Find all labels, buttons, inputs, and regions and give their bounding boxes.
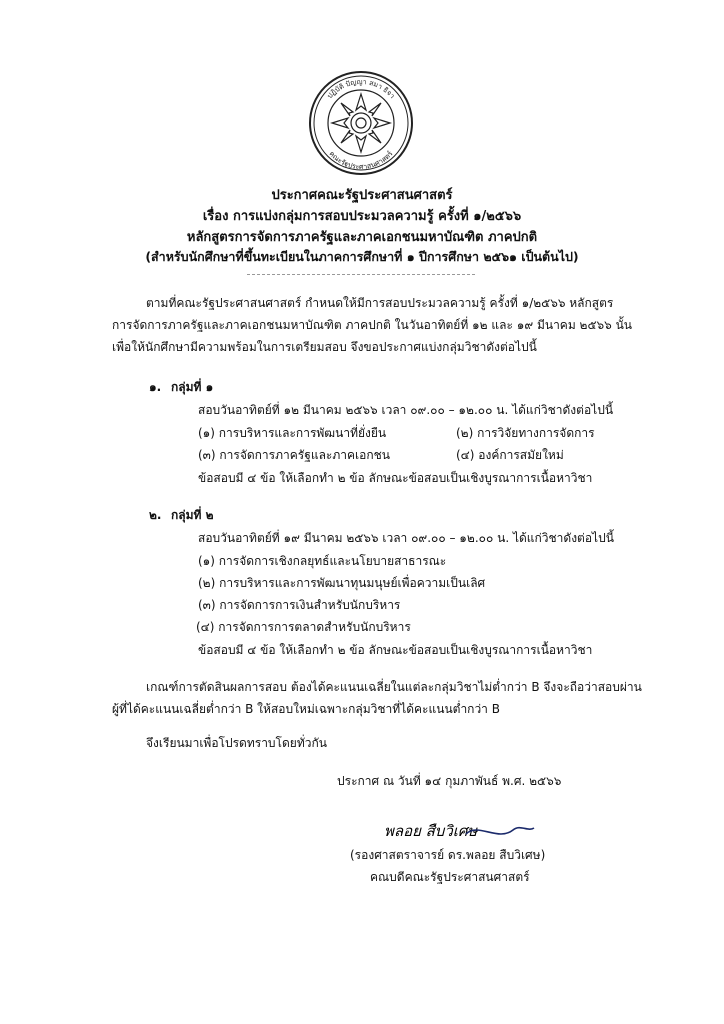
group-1-subject-4: (๔) องค์การสมัยใหม่ bbox=[456, 448, 564, 462]
group-1-subject-2: (๒) การวิจัยทางการจัดการ bbox=[456, 426, 595, 440]
signature-script: พลอย สืบวิเศษ bbox=[384, 822, 478, 840]
seal-org-text: คณะรัฐประศาสนศาสตร์ bbox=[327, 149, 395, 172]
announcement-date: ประกาศ ณ วันที่ ๑๔ กุมภาพันธ์ พ.ศ. ๒๕๖๖ bbox=[337, 774, 562, 788]
group-1-exam-note: ข้อสอบมี ๔ ข้อ ให้เลือกทำ ๒ ข้อ ลักษณะข้อสอบเป็นเชิงบูรณาการเนื้อหาวิชา bbox=[198, 471, 593, 485]
announcement-title: ประกาศคณะรัฐประศาสนศาสตร์ bbox=[271, 188, 453, 203]
intro-line-1: ตามที่คณะรัฐประศาสนศาสตร์ กำหนดให้มีการสอบประมวลความรู้ ครั้งที่ ๑/๒๕๖๖ หลักสูตร bbox=[146, 296, 614, 310]
closing-text: จึงเรียนมาเพื่อโปรดทราบโดยทั่วกัน bbox=[146, 736, 327, 750]
group-1-subject-1: (๑) การบริหารและการพัฒนาที่ยั่งยืน bbox=[198, 426, 387, 440]
group-2-number: ๒. bbox=[149, 508, 162, 522]
group-1-title: กลุ่มที่ ๑ bbox=[171, 380, 214, 394]
group-2-subject-2: (๒) การบริหารและการพัฒนาทุนมนุษย์เพื่อความเป็นเลิศ bbox=[198, 576, 486, 590]
handwritten-signature bbox=[378, 812, 538, 850]
group-1-subject-3: (๓) การจัดการภาครัฐและภาคเอกชน bbox=[198, 448, 390, 462]
group-1-number: ๑. bbox=[149, 380, 162, 394]
group-1-schedule: สอบวันอาทิตย์ที่ ๑๒ มีนาคม ๒๕๖๖ เวลา ๐๙.๐๐ – ๑๒.๐๐ น. ได้แก่วิชาดังต่อไปนี้ bbox=[198, 403, 614, 417]
program-name: หลักสูตรการจัดการภาครัฐและภาคเอกชนมหาบัณฑิต ภาคปกติ bbox=[186, 230, 538, 245]
group-2-schedule: สอบวันอาทิตย์ที่ ๑๙ มีนาคม ๒๕๖๖ เวลา ๐๙.๐๐ – ๑๒.๐๐ น. ได้แก่วิชาดังต่อไปนี้ bbox=[198, 531, 614, 545]
group-2-title: กลุ่มที่ ๒ bbox=[171, 508, 214, 522]
header-divider bbox=[247, 274, 475, 275]
signatory-name: (รองศาสตราจารย์ ดร.พลอย สืบวิเศษ) bbox=[350, 848, 546, 862]
group-2-subject-4: (๔) การจัดการการตลาดสำหรับนักบริหาร bbox=[196, 620, 411, 634]
intro-line-3: เพื่อให้นักศึกษามีความพร้อมในการเตรียมสอบ จึงขอประกาศแบ่งกลุ่มวิชาดังต่อไปนี้ bbox=[112, 340, 537, 354]
faculty-seal-logo bbox=[308, 70, 414, 176]
criteria-line-2: ผู้ที่ได้คะแนนเฉลี่ยต่ำกว่า B ให้สอบใหม่เฉพาะกลุ่มวิชาที่ได้คะแนนต่ำกว่า B bbox=[112, 702, 500, 716]
group-2-subject-1: (๑) การจัดการเชิงกลยุทธ์และนโยบายสาธารณะ bbox=[198, 554, 447, 568]
group-2-subject-3: (๓) การจัดการการเงินสำหรับนักบริหาร bbox=[198, 598, 401, 612]
signatory-position: คณบดีคณะรัฐประศาสนศาสตร์ bbox=[370, 870, 530, 884]
svg-text:ปฏิบัติ ปัญญา สมา ธิจา bbox=[326, 78, 396, 100]
group-2-exam-note: ข้อสอบมี ๔ ข้อ ให้เลือกทำ ๒ ข้อ ลักษณะข้อสอบเป็นเชิงบูรณาการเนื้อหาวิชา bbox=[198, 643, 593, 657]
eligibility-note: (สำหรับนักศึกษาที่ขึ้นทะเบียนในภาคการศึกษาที่ ๑ ปีการศึกษา ๒๕๖๑ เป็นต้นไป) bbox=[145, 249, 579, 264]
announcement-subject: เรื่อง การแบ่งกลุ่มการสอบประมวลความรู้ ครั้งที่ ๑/๒๕๖๖ bbox=[202, 209, 522, 224]
seal-motto-text: ปฏิบัติ ปัญญา สมา ธิจา bbox=[325, 77, 397, 101]
intro-line-2: การจัดการภาครัฐและภาคเอกชนมหาบัณฑิต ภาคปกติ ในวันอาทิตย์ที่ ๑๒ และ ๑๙ มีนาคม ๒๕๖๖ นั้น bbox=[112, 318, 633, 332]
criteria-line-1: เกณฑ์การตัดสินผลการสอบ ต้องได้คะแนนเฉลี่ยในแต่ละกลุ่มวิชาไม่ต่ำกว่า B จึงจะถือว่าสอบผ่าน bbox=[146, 680, 642, 694]
